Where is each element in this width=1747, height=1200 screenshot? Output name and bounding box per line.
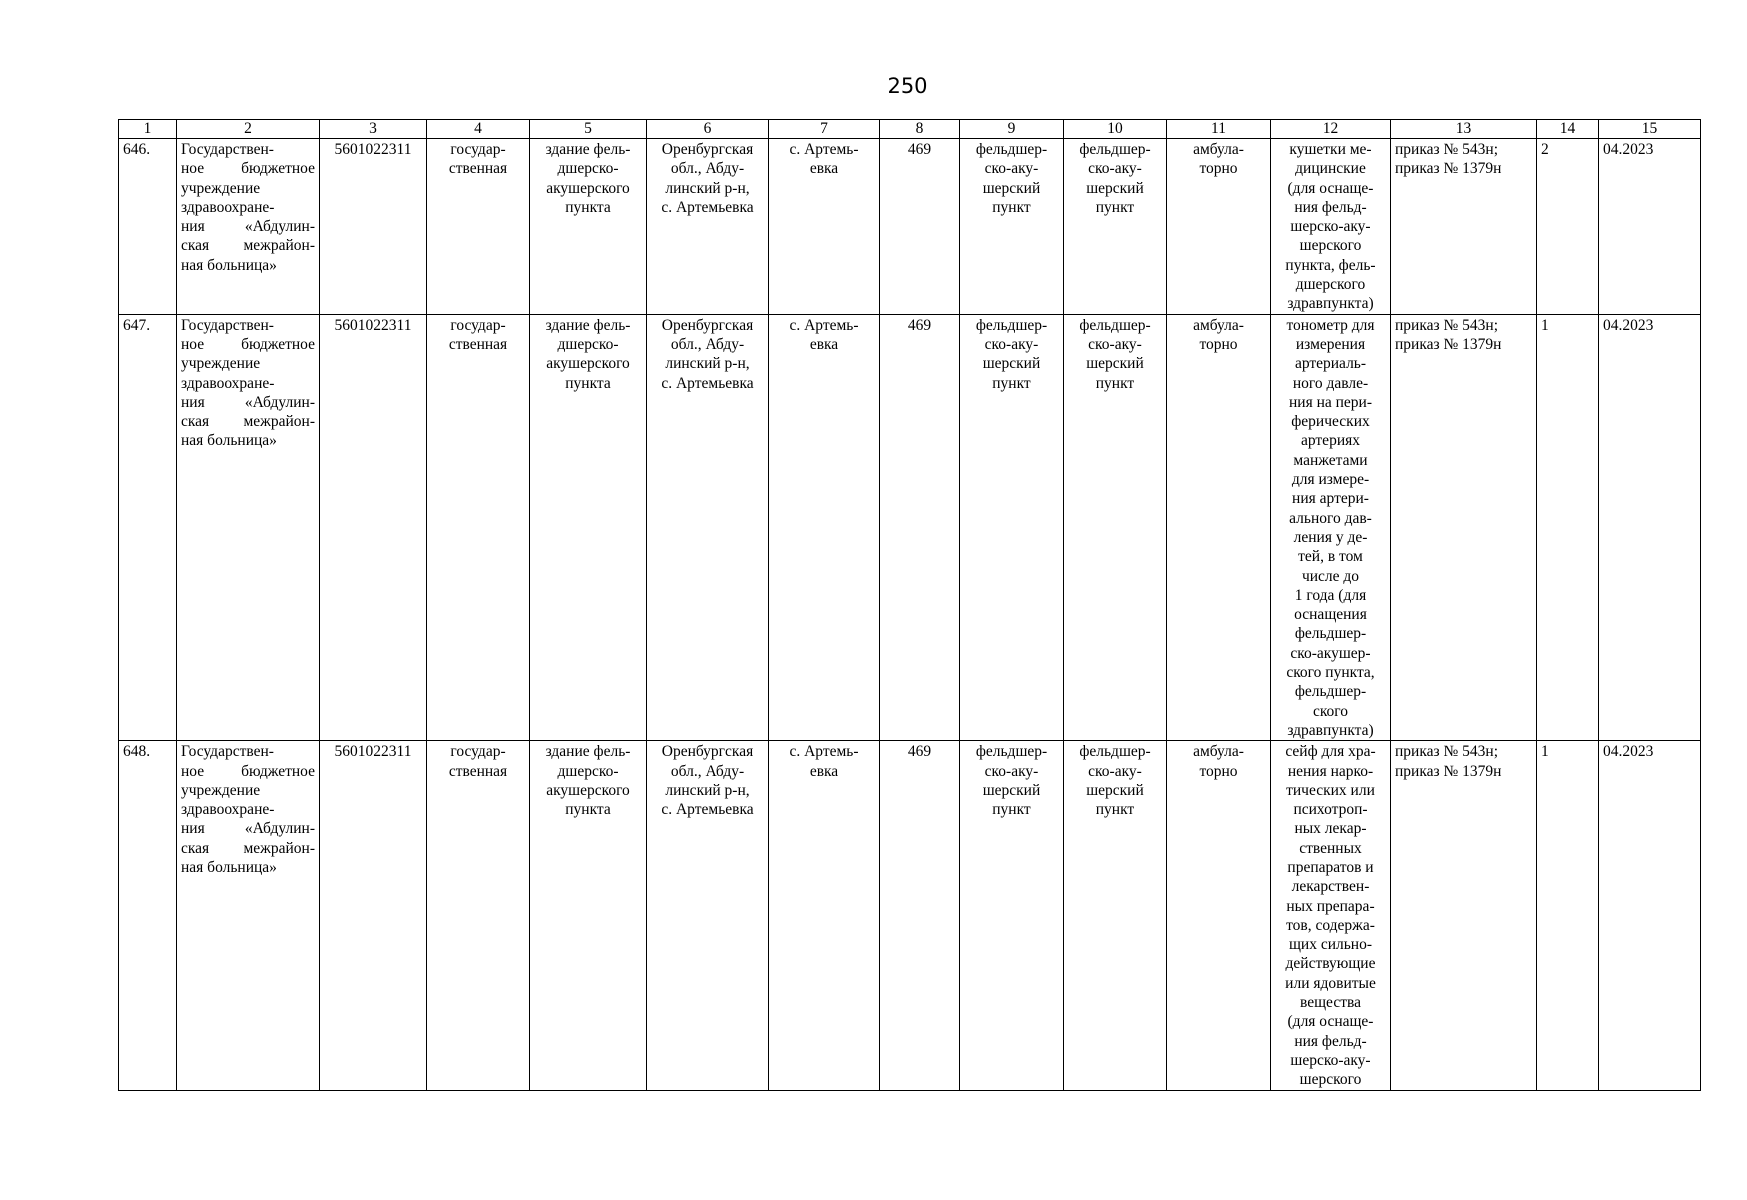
cell-text-line: пункт [1095,801,1135,819]
settlement-cell [769,314,880,741]
column-number: 13 [1391,120,1537,139]
cell-text-line: ния фельд- [1294,1032,1367,1050]
cell-text-line: приказ № 543н; [1395,743,1499,761]
cell-text-line: дшерско- [557,335,619,353]
cell-text-line: линский р-н, [665,781,750,799]
cell-text-line: для измере- [1291,471,1370,489]
cell-text-line: ско-аку- [984,762,1039,780]
inn-cell [320,314,427,741]
column-number: 9 [960,120,1064,139]
cell-text: 5601022311 [334,141,412,158]
unit-type-cell [1064,741,1167,1090]
equipment-cell [1271,741,1391,1090]
cell-text-line: учреждение [181,781,261,799]
cell-text-line: ственных [1299,839,1362,857]
cell-text-line: акушерского [546,179,630,197]
cell-text-line: учреждение [181,355,261,373]
date-cell [1599,139,1701,315]
cell-text-line: ального дав- [1289,509,1372,527]
cell-text-line: ского [1312,702,1349,720]
cell-text-line: амбула- [1193,316,1244,334]
cell-text-line: пункта, фель- [1285,256,1376,274]
cell-text-line: ния «Абдулин- [181,218,315,236]
cell-text: 1 [1541,316,1549,334]
cell-text-line: фельдшер- [1079,316,1151,334]
cell-text-line: здравоохране- [181,801,275,819]
cell-text-line: евка [809,335,839,353]
cell-text-line: шерский [1086,179,1144,197]
population-cell [880,741,960,1090]
cell-text-line: линский р-н, [665,179,750,197]
cell-text: 469 [907,743,932,761]
cell-text-line: числе до [1301,567,1360,585]
cell-text-line: пункт [1095,198,1135,216]
cell-text-line: шерский [1086,781,1144,799]
cell-text-line: шерского [1299,1071,1362,1089]
cell-text-line: ная больница» [181,256,277,274]
organization-cell [177,314,320,741]
cell-text-line: ско-аку- [1088,335,1142,353]
cell-text-line: с. Артемь- [789,743,859,761]
cell-text-line: ско-акушер- [1290,644,1371,662]
column-number: 3 [320,120,427,139]
cell-text-line: фельдшер- [1294,683,1367,701]
cell-text-line: торно [1199,762,1238,780]
cell-text-line: ско-аку- [1088,762,1142,780]
cell-text-line: ственная [448,160,508,178]
cell-text-line: акушерского [546,355,630,373]
row-number-cell [119,741,177,1090]
inn-cell [320,139,427,315]
object-cell [530,314,647,741]
cell-text-line: обл., Абду- [670,160,745,178]
cell-text-line: фельдшер- [1294,625,1367,643]
settlement-cell [769,741,880,1090]
cell-text-line: с. Артемьевка [661,198,754,216]
cell-text: 5601022311 [334,743,412,761]
cell-text-line: пункт [992,801,1031,819]
inn-cell [320,741,427,1090]
cell-text-line: ния артери- [1292,490,1369,508]
cell-text-line: тов, содержа- [1286,916,1375,934]
cell-text: 5601022311 [334,316,412,334]
column-number: 12 [1271,120,1391,139]
address-cell [647,741,769,1090]
cell-text-line: амбула- [1193,141,1244,158]
cell-text-line: дшерско- [557,762,619,780]
cell-text: 2 [1541,141,1549,158]
cell-text-line: ления у де- [1293,528,1368,546]
cell-text-line: ния «Абдулин- [181,393,315,411]
legal-basis-cell [1391,741,1537,1090]
cell-text-line: Государствен- [181,316,274,334]
cell-text-line: тей, в том [1298,548,1363,566]
cell-text-line: ско-аку- [984,335,1039,353]
cell-text-line: ное бюджетное [181,335,315,353]
equipment-cell [1271,139,1391,315]
cell-text-line: шерско-аку- [1290,218,1371,236]
ownership-cell [427,741,530,1090]
column-number: 1 [119,120,177,139]
cell-text-line: оснащения [1294,606,1367,624]
cell-text: 469 [907,316,932,334]
cell-text-line: с. Артемьевка [661,374,754,392]
cell-text-line: нения нарко- [1287,762,1374,780]
cell-text-line: приказ № 543н; [1395,316,1499,334]
cell-text-line: амбула- [1193,743,1244,761]
quantity-cell [1537,314,1599,741]
cell-text-line: шерский [982,179,1041,197]
cell-text-line: акушерского [546,781,630,799]
cell-text-line: государ- [450,743,506,761]
cell-text-line: ного давле- [1292,374,1369,392]
address-cell [647,139,769,315]
cell-text: 1 [1541,743,1549,761]
cell-text: 469 [907,141,932,158]
column-number: 11 [1167,120,1271,139]
unit-type-cell [1064,314,1167,741]
cell-text-line: ственная [448,762,508,780]
column-number: 2 [177,120,320,139]
registry-table [118,119,1701,1091]
care-form-cell [1167,741,1271,1090]
column-number: 14 [1537,120,1599,139]
table-row [119,741,1701,1090]
cell-text: 647. [123,316,151,334]
cell-text-line: Государствен- [181,141,274,158]
cell-text-line: препаратов и [1287,858,1374,876]
column-number: 7 [769,120,880,139]
cell-text-line: ско-аку- [1088,160,1142,178]
cell-text-line: (для оснаще- [1287,179,1374,197]
cell-text-line: вещества [1300,994,1361,1012]
cell-text-line: здравоохране- [181,198,275,216]
cell-text: 646. [123,141,151,158]
cell-text-line: евка [809,160,839,178]
cell-text-line: Оренбургская [661,316,754,334]
cell-text-line: государ- [450,316,506,334]
cell-text-line: здание фель- [545,141,631,158]
legal-basis-cell [1391,314,1537,741]
legal-basis-cell [1391,139,1537,315]
table-row [119,314,1701,741]
cell-text-line: действующие [1285,955,1376,973]
cell-text-line: сейф для хра- [1285,743,1376,761]
cell-text-line: Оренбургская [661,743,754,761]
column-number: 4 [427,120,530,139]
cell-text-line: фельдшер- [1079,743,1151,761]
cell-text-line: пункта [565,374,611,392]
cell-text-line: (для оснаще- [1287,1013,1374,1031]
cell-text-line: приказ № 543н; [1395,141,1499,158]
organization-cell [177,139,320,315]
cell-text-line: обл., Абду- [670,335,745,353]
cell-text-line: Оренбургская [661,141,754,158]
cell-text-line: здравоохране- [181,374,275,392]
cell-text-line: дицинские [1295,160,1366,178]
cell-text-line: фельдшер- [975,743,1048,761]
address-cell [647,314,769,741]
settlement-cell [769,139,880,315]
care-form-cell [1167,314,1271,741]
cell-text-line: торно [1199,160,1238,178]
column-number: 15 [1599,120,1701,139]
quantity-cell [1537,139,1599,315]
cell-text-line: фельдшер- [1079,141,1151,158]
cell-text-line: кушетки ме- [1289,141,1372,158]
cell-text-line: ственная [448,335,508,353]
equipment-cell [1271,314,1391,741]
cell-text-line: ния фельд- [1294,198,1367,216]
cell-text-line: торно [1199,335,1238,353]
cell-text-line: пункт [992,198,1031,216]
cell-text-line: Государствен- [181,743,274,761]
cell-text-line: ская межрайон- [181,839,315,857]
cell-text-line: здравпункта) [1287,295,1374,313]
cell-text-line: фельдшер- [975,141,1048,158]
cell-text-line: государ- [450,141,506,158]
cell-text-line: пункт [1095,374,1135,392]
cell-text-line: ное бюджетное [181,160,315,178]
cell-text-line: лекарствен- [1291,878,1370,896]
cell-text-line: шерский [982,781,1041,799]
table-row [119,139,1701,315]
cell-text-line: шерского [1299,237,1362,255]
population-cell [880,314,960,741]
cell-text-line: ния на пери- [1288,393,1373,411]
column-number: 10 [1064,120,1167,139]
cell-text-line: евка [809,762,839,780]
column-number: 5 [530,120,647,139]
cell-text-line: обл., Абду- [670,762,745,780]
cell-text-line: ская межрайон- [181,237,315,255]
unit-type-cell [960,314,1064,741]
cell-text-line: здание фель- [545,743,631,761]
ownership-cell [427,139,530,315]
cell-text-line: приказ № 1379н [1395,335,1502,353]
ownership-cell [427,314,530,741]
unit-type-cell [1064,139,1167,315]
cell-text: 04.2023 [1603,316,1654,334]
object-cell [530,741,647,1090]
cell-text-line: измерения [1295,335,1366,353]
population-cell [880,139,960,315]
cell-text-line: ных препара- [1286,897,1375,915]
cell-text-line: с. Артемь- [789,141,859,158]
date-cell [1599,741,1701,1090]
row-number-cell [119,314,177,741]
cell-text-line: приказ № 1379н [1395,160,1502,178]
cell-text-line: ное бюджетное [181,762,315,780]
cell-text-line: приказ № 1379н [1395,762,1502,780]
cell-text-line: ского пункта, [1286,664,1375,682]
cell-text-line: здравпункта) [1287,721,1374,739]
organization-cell [177,741,320,1090]
cell-text-line: щих сильно- [1288,936,1373,954]
cell-text-line: учреждение [181,179,261,197]
care-form-cell [1167,139,1271,315]
cell-text-line: ных лекар- [1294,820,1367,838]
page-number: 250 [887,74,928,98]
cell-text: 04.2023 [1603,743,1654,761]
cell-text-line: ная больница» [181,858,277,876]
column-number-row [119,120,1701,139]
row-number-cell [119,139,177,315]
unit-type-cell [960,741,1064,1090]
cell-text-line: 1 года (для [1294,586,1367,604]
cell-text-line: психотроп- [1293,801,1368,819]
cell-text-line: шерско-аку- [1290,1051,1371,1069]
cell-text-line: шерский [1086,355,1144,373]
column-number: 6 [647,120,769,139]
cell-text-line: пункт [992,374,1031,392]
cell-text-line: манжетами [1293,451,1368,469]
cell-text: 04.2023 [1603,141,1654,158]
unit-type-cell [960,139,1064,315]
cell-text-line: с. Артемьевка [661,801,754,819]
cell-text-line: с. Артемь- [789,316,859,334]
cell-text-line: ния «Абдулин- [181,820,315,838]
quantity-cell [1537,741,1599,1090]
cell-text-line: линский р-н, [665,355,750,373]
column-number: 8 [880,120,960,139]
cell-text-line: артериях [1300,432,1360,450]
cell-text-line: ско-аку- [984,160,1039,178]
cell-text-line: пункта [565,198,611,216]
cell-text-line: здание фель- [545,316,631,334]
cell-text-line: тических или [1286,781,1375,799]
cell-text-line: ная больница» [181,432,277,450]
date-cell [1599,314,1701,741]
cell-text-line: артериаль- [1294,355,1367,373]
cell-text-line: дшерско- [557,160,619,178]
cell-text-line: пункта [565,801,611,819]
cell-text-line: ская межрайон- [181,413,315,431]
cell-text: 648. [123,743,151,761]
cell-text-line: фельдшер- [975,316,1048,334]
cell-text-line: шерский [982,355,1041,373]
cell-text-line: тонометр для [1286,316,1375,334]
cell-text-line: дшерского [1295,276,1366,294]
cell-text-line: ферических [1291,413,1370,431]
object-cell [530,139,647,315]
cell-text-line: или ядовитые [1285,974,1376,992]
